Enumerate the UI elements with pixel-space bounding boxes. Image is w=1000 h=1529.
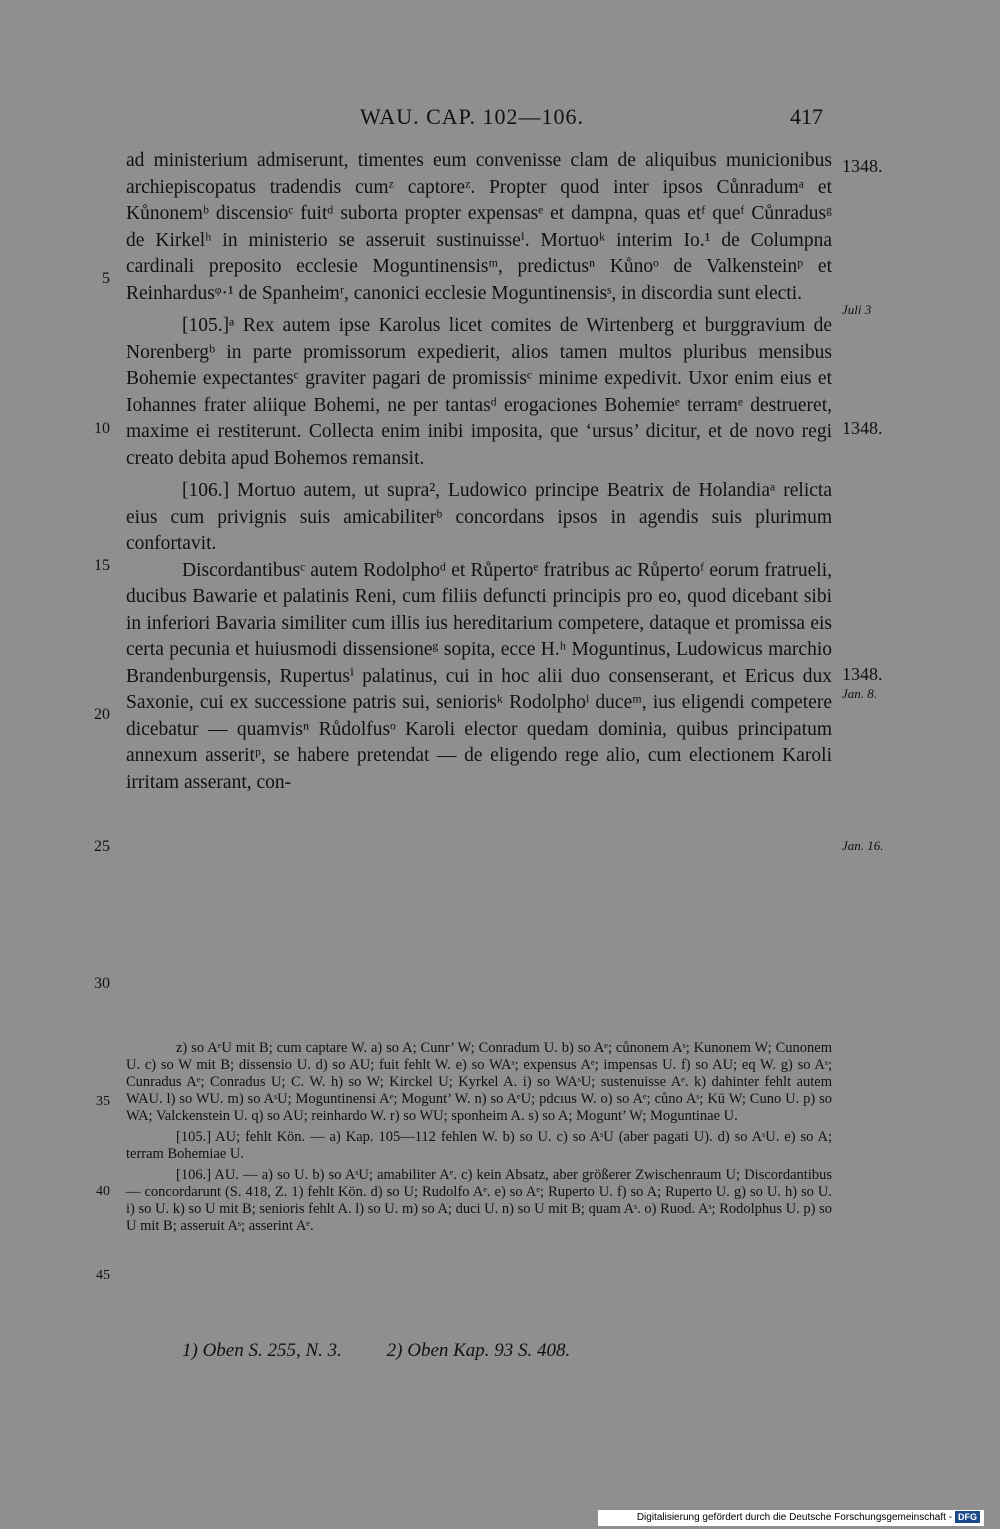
running-head: WAU. CAP. 102—106. xyxy=(360,104,584,129)
line-number: 40 xyxy=(96,1184,110,1199)
paragraph-cap-105: [105.]ᵃ Rex autem ipse Karolus licet comites de Wirtenberg et burggravium de Norenbergᵇ in parte promissorum expedierit, alios tamen multos pluribus mensibus Bohemie expectantesᶜ graviter pagari de promissisᶜ minime expedivit. Uxor enim eius et Iohannes frater aliique Bohemi, ne per tantasᵈ erogaciones Bohemieᵉ terramᵉ destrueret, maxime ei restiterunt. Collecta enim inibi imposita, que ‘ursus’ dicitur, et de novo regi creato debita apud Bohemos remansit. xyxy=(126,315,832,469)
margin-date xyxy=(842,418,912,438)
margin-date xyxy=(842,156,912,176)
line-number: 25 xyxy=(94,838,110,855)
line-number: 10 xyxy=(94,420,110,437)
critical-apparatus xyxy=(126,1040,832,1235)
paragraph-discordantibus: Discordantibusᶜ autem Rodolphoᵈ et Růpertoᵉ fratribus ac Růpertoᶠ eorum fratrueli, ducibus Bawarie et palatinis Reni, cum filiis defuncti principis pro eo, quod dicebant sibi in inferiori Bavaria similiter cum illis ius hereditarium competere, dataque et promissa eis certa pecunia et huiusmodi dissensioneᵍ sopita, ecce H.ʰ Moguntinus, Ludowicus marchio Brandenburgensis, Rupertusⁱ palatinus, cui in hoc alii duo consenserant, et Ericus dux Saxonie, cui ex successione patris sui, seniorisᵏ Rodolphoˡ duceᵐ, ius eligendi competere dicebatur — quamvisⁿ Růdolfusᵒ Karoli elector quedam dominia, quibus principatum annexum asseritᵖ, se habere pretendat — de eligendo rege alio, cum electionem Karoli irritam asserant, con- xyxy=(126,559,832,793)
footnote-block-105: [105.] AU; fehlt Kön. — a) Kap. 105—112 fehlen W. b) so U. c) so AˢU (aber pagati U). d) so AˢU. e) so A; terram Bohemiae U. xyxy=(126,1129,832,1162)
line-number: 20 xyxy=(94,706,110,723)
reference-1: 1) Oben S. 255, N. 3. xyxy=(182,1340,342,1361)
margin-date-sub: Jan. 8. xyxy=(842,686,878,701)
footnote-block-106: [106.] AU. — a) so U. b) so AˢU; amabiliter Aᵉ. c) kein Absatz, aber größerer Zwischenraum U; Discordantibus — concordarunt (S. 418, Z. 1) fehlt Kön. d) so U; Rudolfo Aᵉ. e) so Aᵉ; Ruperto U. f) so A; Ruperto U. g) so U. h) so U. i) so U. k) so U mit B; senioris fehlt A. l) so U. m) so A; duci U. n) so U mit B; quam Aˢ. o) Ruod. Aˢ; Rodolphus U. p) so U mit B; asseruit Aˢ; asserint Aᵉ. xyxy=(126,1167,832,1234)
references xyxy=(182,1340,610,1362)
funding-footer xyxy=(598,1510,984,1526)
margin-date-sub: Jan. 16. xyxy=(842,838,884,853)
dfg-logo: DFG xyxy=(955,1511,980,1523)
line-number: 15 xyxy=(94,557,110,574)
margin-date xyxy=(842,836,912,856)
paragraph-cap-106: [106.] Mortuo autem, ut supra², Ludowico principe Beatrix de Holandiaᵃ relicta eius cum privignis suis amicabiliterᵇ concordans ipsos in agendis suis plurimum confortavit. xyxy=(126,480,832,554)
line-number: 45 xyxy=(96,1268,110,1283)
margin-date-main: 1348. xyxy=(842,418,883,438)
footnote-block-104: z) so AᵉU mit B; cum captare W. a) so A; Cunr’ W; Conradum U. b) so Aᵉ; cůnonem Aˢ; Kunonem W; Cunonem U. c) so W mit B; dissensio U. d) so AU; fuit fehlt W. e) so WAˢ; expensus Aᵉ; impensas U. f) so AU; eq W. g) so Aˢ; Cunradus Aᵉ; Conradus U; C. W. h) so W; Kirckel U; Kyrkel A. i) so WAˢU; sustenuisse Aᵉ. k) dahinter fehlt autem WAU. l) so WU. m) so AˢU; Moguntinensi Aᵉ; Mogunt’ W. n) so AᵉU; pdcıus W. o) so Aᵉ; cůno Aˢ; Kū W; Cuno U. p) so WA; Valckenstein U. q) so AU; reinhardo W. r) so WU; sponheim A. s) so A; Mogunt’ W; Moguntinae U. xyxy=(126,1040,832,1124)
margin-date-main: 1348. xyxy=(842,664,883,684)
reference-2: 2) Oben Kap. 93 S. 408. xyxy=(386,1340,571,1361)
margin-date xyxy=(842,664,912,704)
margin-date xyxy=(842,300,912,320)
margin-date-main: 1348. xyxy=(842,156,883,176)
line-number: 5 xyxy=(102,270,110,287)
line-number: 30 xyxy=(94,975,110,992)
main-text xyxy=(126,148,832,796)
page-number: 417 xyxy=(790,104,823,129)
funding-text: Digitalisierung gefördert durch die Deutsche Forschungsgemeinschaft - xyxy=(636,1512,952,1523)
margin-date-sub: Juli 3 xyxy=(842,302,872,317)
paragraph-cap-104: ad ministerium admiserunt, timentes eum convenisse clam de aliquibus municionibus archiepiscopatus tradendis cumᶻ captoreᶻ. Propter quod inter ipsos Cůnradumᵃ et Kůnonemᵇ discensioᶜ fuitᵈ suborta propter expensasᵉ et dampna, quas etᶠ queᶠ Cůnradusᵍ de Kirkelʰ in ministerio se asseruit sustinuisseⁱ. Mortuoᵏ interim Io.¹ de Columpna cardinali preposito ecclesie Moguntinensisᵐ, predictusⁿ Kůnoᵒ de Valkensteinᵖ et Reinhardusᵠ·¹ de Spanheimʳ, canonici ecclesie Moguntinensisˢ, in discordia sunt electi. xyxy=(126,150,832,304)
line-number: 35 xyxy=(96,1094,110,1109)
